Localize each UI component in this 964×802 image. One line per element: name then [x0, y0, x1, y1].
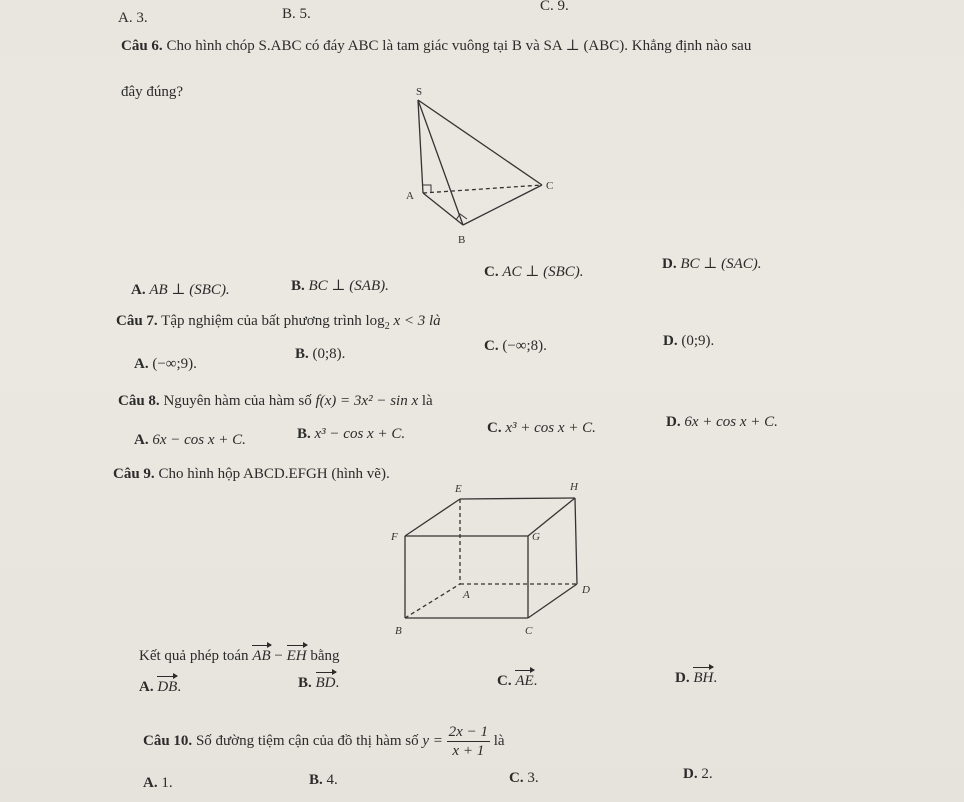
q7-statement: [116, 313, 441, 332]
label-f: F: [391, 531, 398, 543]
option-value: DB: [157, 679, 178, 695]
q7-option-d[interactable]: [663, 333, 714, 350]
vector-eh: EH: [286, 648, 307, 664]
minus-sign: −: [270, 648, 287, 664]
option-key: A.: [131, 282, 146, 298]
q6-title: Câu 6.: [121, 38, 163, 54]
q6-option-a[interactable]: [131, 280, 230, 299]
q10-tail: là: [493, 732, 505, 749]
label-c: C: [525, 625, 533, 637]
option-period: .: [713, 670, 718, 686]
q7-option-c[interactable]: [484, 338, 547, 355]
label-s: S: [416, 86, 423, 98]
vector-ab: AB: [252, 648, 271, 664]
edge-cd: [528, 584, 577, 618]
edge-bc: [463, 185, 542, 225]
q6-option-d[interactable]: [662, 254, 762, 273]
option-key: A.: [134, 356, 149, 372]
q9-option-c[interactable]: [497, 673, 537, 690]
q8-option-a[interactable]: [134, 432, 246, 449]
q10-title: Câu 10.: [143, 732, 193, 749]
option-key: C.: [509, 770, 524, 786]
q6-text: Cho hình chóp S.ABC có đáy ABC là tam giác vuông tại B và SA ⊥ (ABC). Khẳng định nào sau: [166, 38, 752, 54]
q7-option-b[interactable]: [295, 346, 345, 363]
q9-question-text: Kết quả phép toán: [139, 648, 249, 664]
option-value: BD: [315, 675, 336, 691]
q8-expression: f(x) = 3x² − sin x: [315, 393, 419, 409]
option-key: B.: [298, 675, 312, 691]
q10-lhs: y =: [422, 732, 443, 749]
option-key: D.: [666, 414, 681, 430]
option-period: .: [177, 679, 182, 695]
prev-option-a: A. 3.: [118, 10, 148, 26]
right-angle-mark-a: [423, 185, 431, 193]
edge-eh: [460, 498, 575, 499]
option-value: x³ − cos x + C.: [314, 426, 406, 442]
option-key: D.: [683, 766, 698, 782]
q9-option-d[interactable]: [675, 670, 717, 687]
q9-option-a[interactable]: [139, 679, 181, 696]
edge-hd: [575, 498, 577, 584]
edge-fe: [405, 499, 460, 536]
option-value: (0;8).: [312, 346, 346, 362]
prev-option-c: C. 9.: [540, 0, 569, 14]
option-key: C.: [497, 673, 512, 689]
option-key: B.: [291, 278, 305, 294]
q8-option-c[interactable]: [487, 420, 596, 437]
q9-question: [139, 648, 340, 665]
q9-title: Câu 9.: [113, 466, 155, 482]
label-g: G: [532, 531, 540, 543]
q10-text: Số đường tiệm cận của đồ thị hàm số: [195, 732, 419, 749]
q10-statement: [143, 723, 505, 760]
q8-statement: [118, 393, 433, 410]
option-value: BC ⊥ (SAC).: [680, 256, 762, 272]
q10-option-a[interactable]: [143, 775, 173, 792]
label-a: A: [406, 190, 414, 202]
option-value: (−∞;8).: [502, 338, 547, 354]
option-value: 6x − cos x + C.: [152, 432, 246, 448]
option-value: 3.: [527, 770, 539, 786]
q6-text2: đây đúng?: [121, 84, 184, 100]
fraction-denominator: x + 1: [452, 743, 485, 759]
edge-ba: [405, 584, 460, 618]
q7-option-a[interactable]: [134, 356, 197, 373]
q8-text: Nguyên hàm của hàm số: [163, 393, 312, 409]
prev-option-b: B. 5.: [282, 6, 311, 22]
option-value: (0;9).: [681, 333, 715, 349]
option-value: 6x + cos x + C.: [684, 414, 778, 430]
option-key: C.: [484, 264, 499, 280]
label-a: A: [463, 589, 470, 601]
option-value: AE: [515, 673, 534, 689]
option-key: A.: [143, 775, 158, 791]
q6-option-c[interactable]: [484, 262, 584, 281]
label-d: D: [582, 584, 590, 596]
q8-option-d[interactable]: [666, 414, 778, 431]
option-value: AB ⊥ (SBC).: [149, 282, 230, 298]
q6-pyramid-figure: [390, 85, 570, 250]
label-b: B: [395, 625, 402, 637]
q6-option-b[interactable]: [291, 276, 389, 295]
option-key: C.: [487, 420, 502, 436]
option-key: B.: [297, 426, 311, 442]
q7-text: Tập nghiệm của bất phương trình log: [161, 313, 385, 329]
option-value: 2.: [701, 766, 713, 782]
q9-text: Cho hình hộp ABCD.EFGH (hình vẽ).: [158, 466, 390, 482]
q7-title: Câu 7.: [116, 313, 158, 329]
option-key: A.: [139, 679, 154, 695]
q8-option-b[interactable]: [297, 426, 405, 443]
option-key: C.: [484, 338, 499, 354]
option-value: 1.: [161, 775, 173, 791]
q6-statement: [121, 36, 751, 55]
q9-tail: bằng: [310, 648, 340, 664]
option-key: B.: [309, 772, 323, 788]
option-key: D.: [662, 256, 677, 272]
q10-option-b[interactable]: [309, 772, 338, 789]
edge-ac: [423, 185, 542, 193]
option-value: x³ + cos x + C.: [505, 420, 596, 436]
option-key: D.: [675, 670, 690, 686]
q10-option-d[interactable]: [683, 766, 713, 783]
label-b: B: [458, 234, 466, 246]
label-c: C: [546, 180, 554, 192]
fraction-numerator: 2x − 1: [448, 724, 488, 740]
edge-sa: [418, 100, 423, 193]
q8-tail: là: [421, 393, 433, 409]
q9-option-b[interactable]: [298, 675, 339, 692]
option-value: (−∞;9).: [152, 356, 197, 372]
option-key: A.: [134, 432, 149, 448]
q7-log-base: 2: [384, 321, 390, 332]
option-value: AC ⊥ (SBC).: [502, 264, 584, 280]
q8-title: Câu 8.: [118, 393, 160, 409]
option-value: BH: [693, 670, 714, 686]
option-period: .: [335, 675, 340, 691]
q7-tail: x < 3 là: [389, 313, 441, 329]
option-period: .: [533, 673, 538, 689]
option-value: BC ⊥ (SAB).: [308, 278, 389, 294]
q10-option-c[interactable]: [509, 770, 539, 787]
option-key: D.: [663, 333, 678, 349]
q9-box-figure: [385, 478, 610, 638]
edge-sc: [418, 100, 542, 185]
option-value: 4.: [326, 772, 338, 788]
label-e: E: [455, 483, 462, 495]
q10-fraction: [447, 723, 490, 760]
q9-statement: [113, 466, 390, 483]
option-key: B.: [295, 346, 309, 362]
label-h: H: [570, 481, 578, 493]
